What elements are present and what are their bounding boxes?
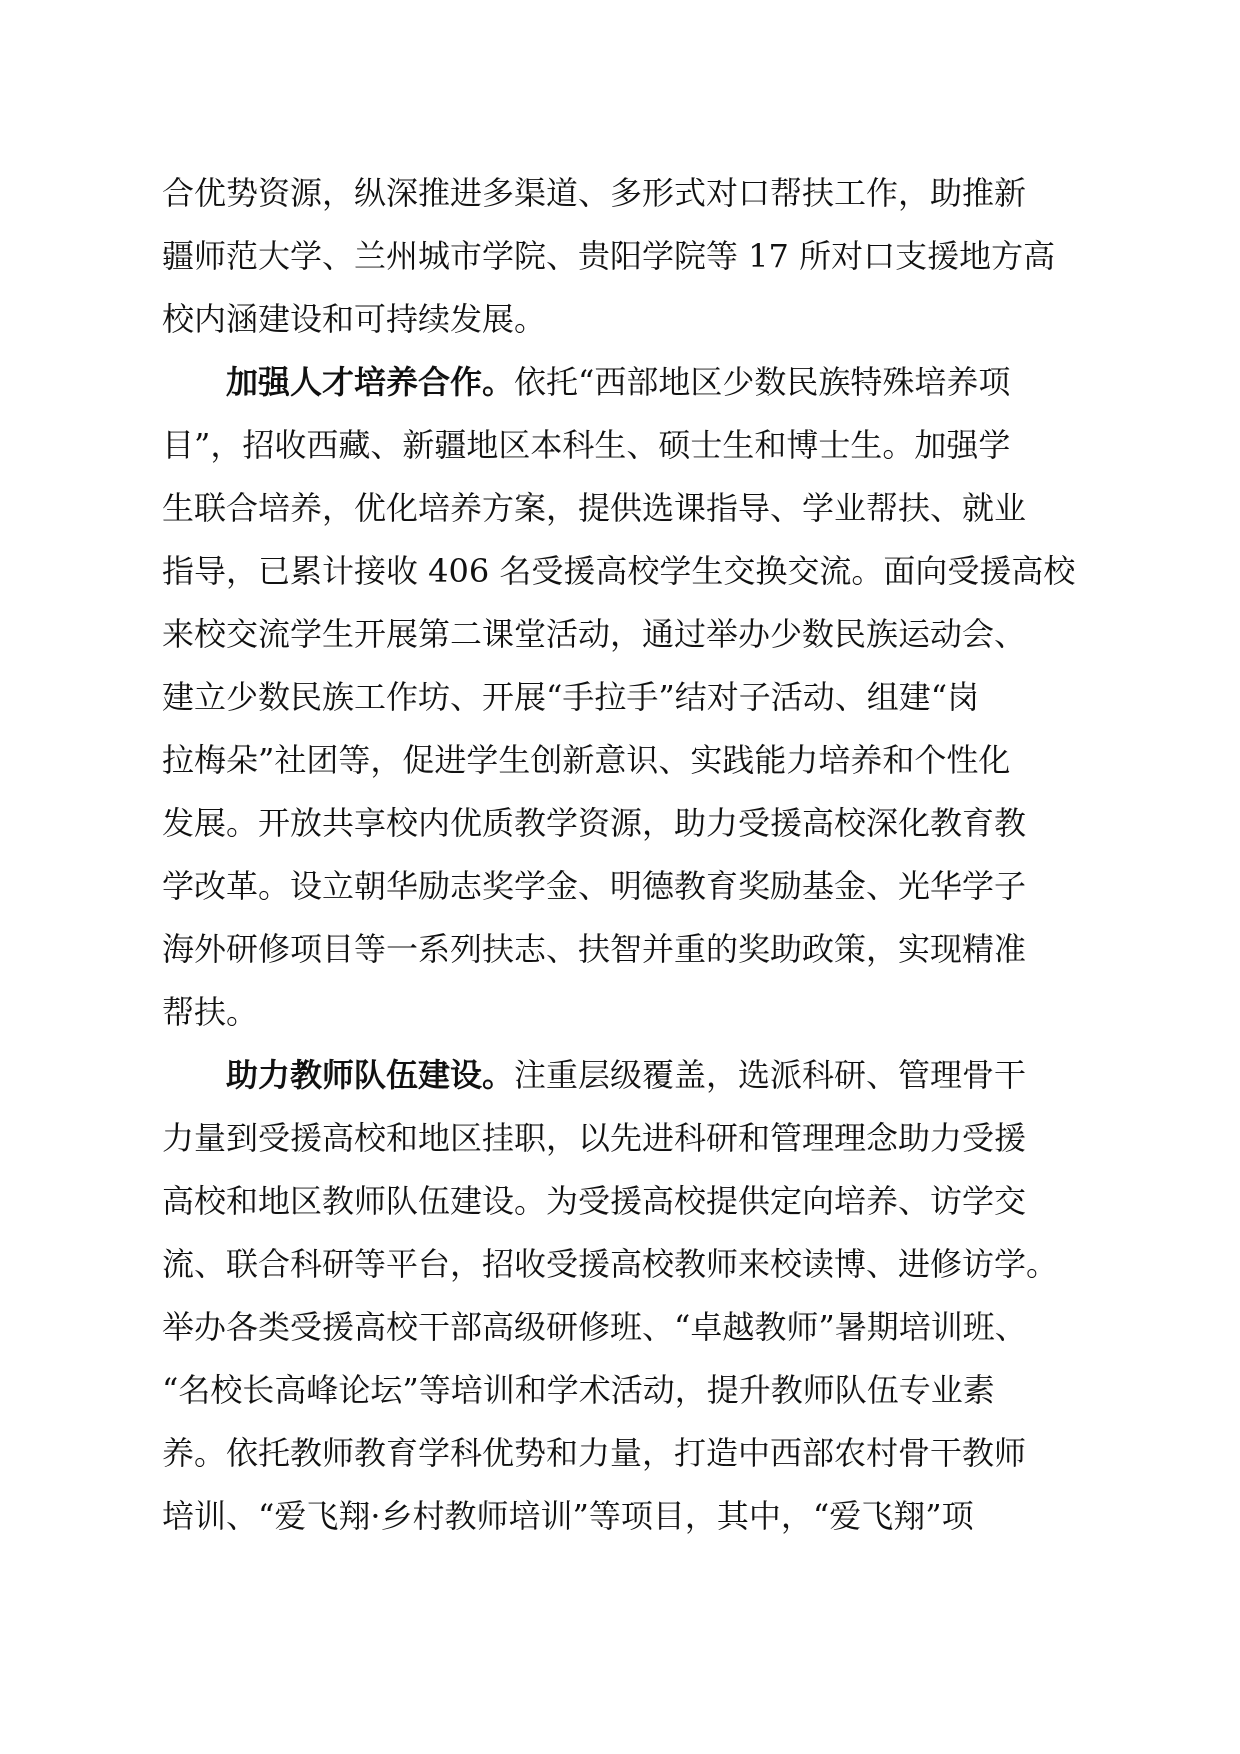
text-line: 海外研修项目等一系列扶志、扶智并重的奖助政策，实现精准: [162, 930, 1027, 968]
paragraph-3: [162, 1044, 1092, 1548]
text-line: 指导，已累计接收 406 名受援高校学生交换交流。面向受援高校: [162, 552, 1076, 590]
text-line: 力量到受援高校和地区挂职，以先进科研和管理理念助力受援: [162, 1119, 1027, 1157]
text-line: 帮扶。: [162, 993, 259, 1031]
text-line: “名校长高峰论坛”等培训和学术活动，提升教师队伍专业素: [162, 1371, 995, 1409]
paragraph-1: [162, 162, 1092, 351]
text-line: 合优势资源，纵深推进多渠道、多形式对口帮扶工作，助推新: [162, 174, 1027, 212]
text-line: 流、联合科研等平台，招收受援高校教师来校读博、进修访学。: [162, 1245, 1059, 1283]
text-line: 拉梅朵”社团等，促进学生创新意识、实践能力培养和个性化: [162, 741, 1011, 779]
text-line: 举办各类受援高校干部高级研修班、“卓越教师”暑期培训班、: [162, 1308, 1027, 1346]
paragraph-text: 注重层级覆盖，选派科研、管理骨干: [514, 1056, 1027, 1094]
text-line: 校内涵建设和可持续发展。: [162, 300, 547, 338]
text-line: 高校和地区教师队伍建设。为受援高校提供定向培养、访学交: [162, 1182, 1027, 1220]
paragraph-text: 依托“西部地区少数民族特殊培养项: [514, 363, 1011, 401]
paragraph-2: [162, 351, 1092, 1044]
document-page: [162, 162, 1092, 1548]
text-line: 来校交流学生开展第二课堂活动，通过举办少数民族运动会、: [162, 615, 1027, 653]
text-line: 培训、“爱飞翔·乡村教师培训”等项目，其中，“爱飞翔”项: [162, 1497, 974, 1535]
text-line: 学改革。设立朝华励志奖学金、明德教育奖励基金、光华学子: [162, 867, 1027, 905]
text-line: 生联合培养，优化培养方案，提供选课指导、学业帮扶、就业: [162, 489, 1027, 527]
paragraph-first-line: [162, 351, 1092, 414]
text-line: 发展。开放共享校内优质教学资源，助力受援高校深化教育教: [162, 804, 1027, 842]
paragraph-heading: 加强人才培养合作。: [226, 363, 515, 401]
text-line: 建立少数民族工作坊、开展“手拉手”结对子活动、组建“岗: [162, 678, 980, 716]
paragraph-first-line: [162, 1044, 1092, 1107]
text-line: 目”，招收西藏、新疆地区本科生、硕士生和博士生。加强学: [162, 426, 1011, 464]
text-line: 疆师范大学、兰州城市学院、贵阳学院等 17 所对口支援地方高: [162, 237, 1056, 275]
paragraph-heading: 助力教师队伍建设。: [226, 1056, 515, 1094]
text-line: 养。依托教师教育学科优势和力量，打造中西部农村骨干教师: [162, 1434, 1027, 1472]
